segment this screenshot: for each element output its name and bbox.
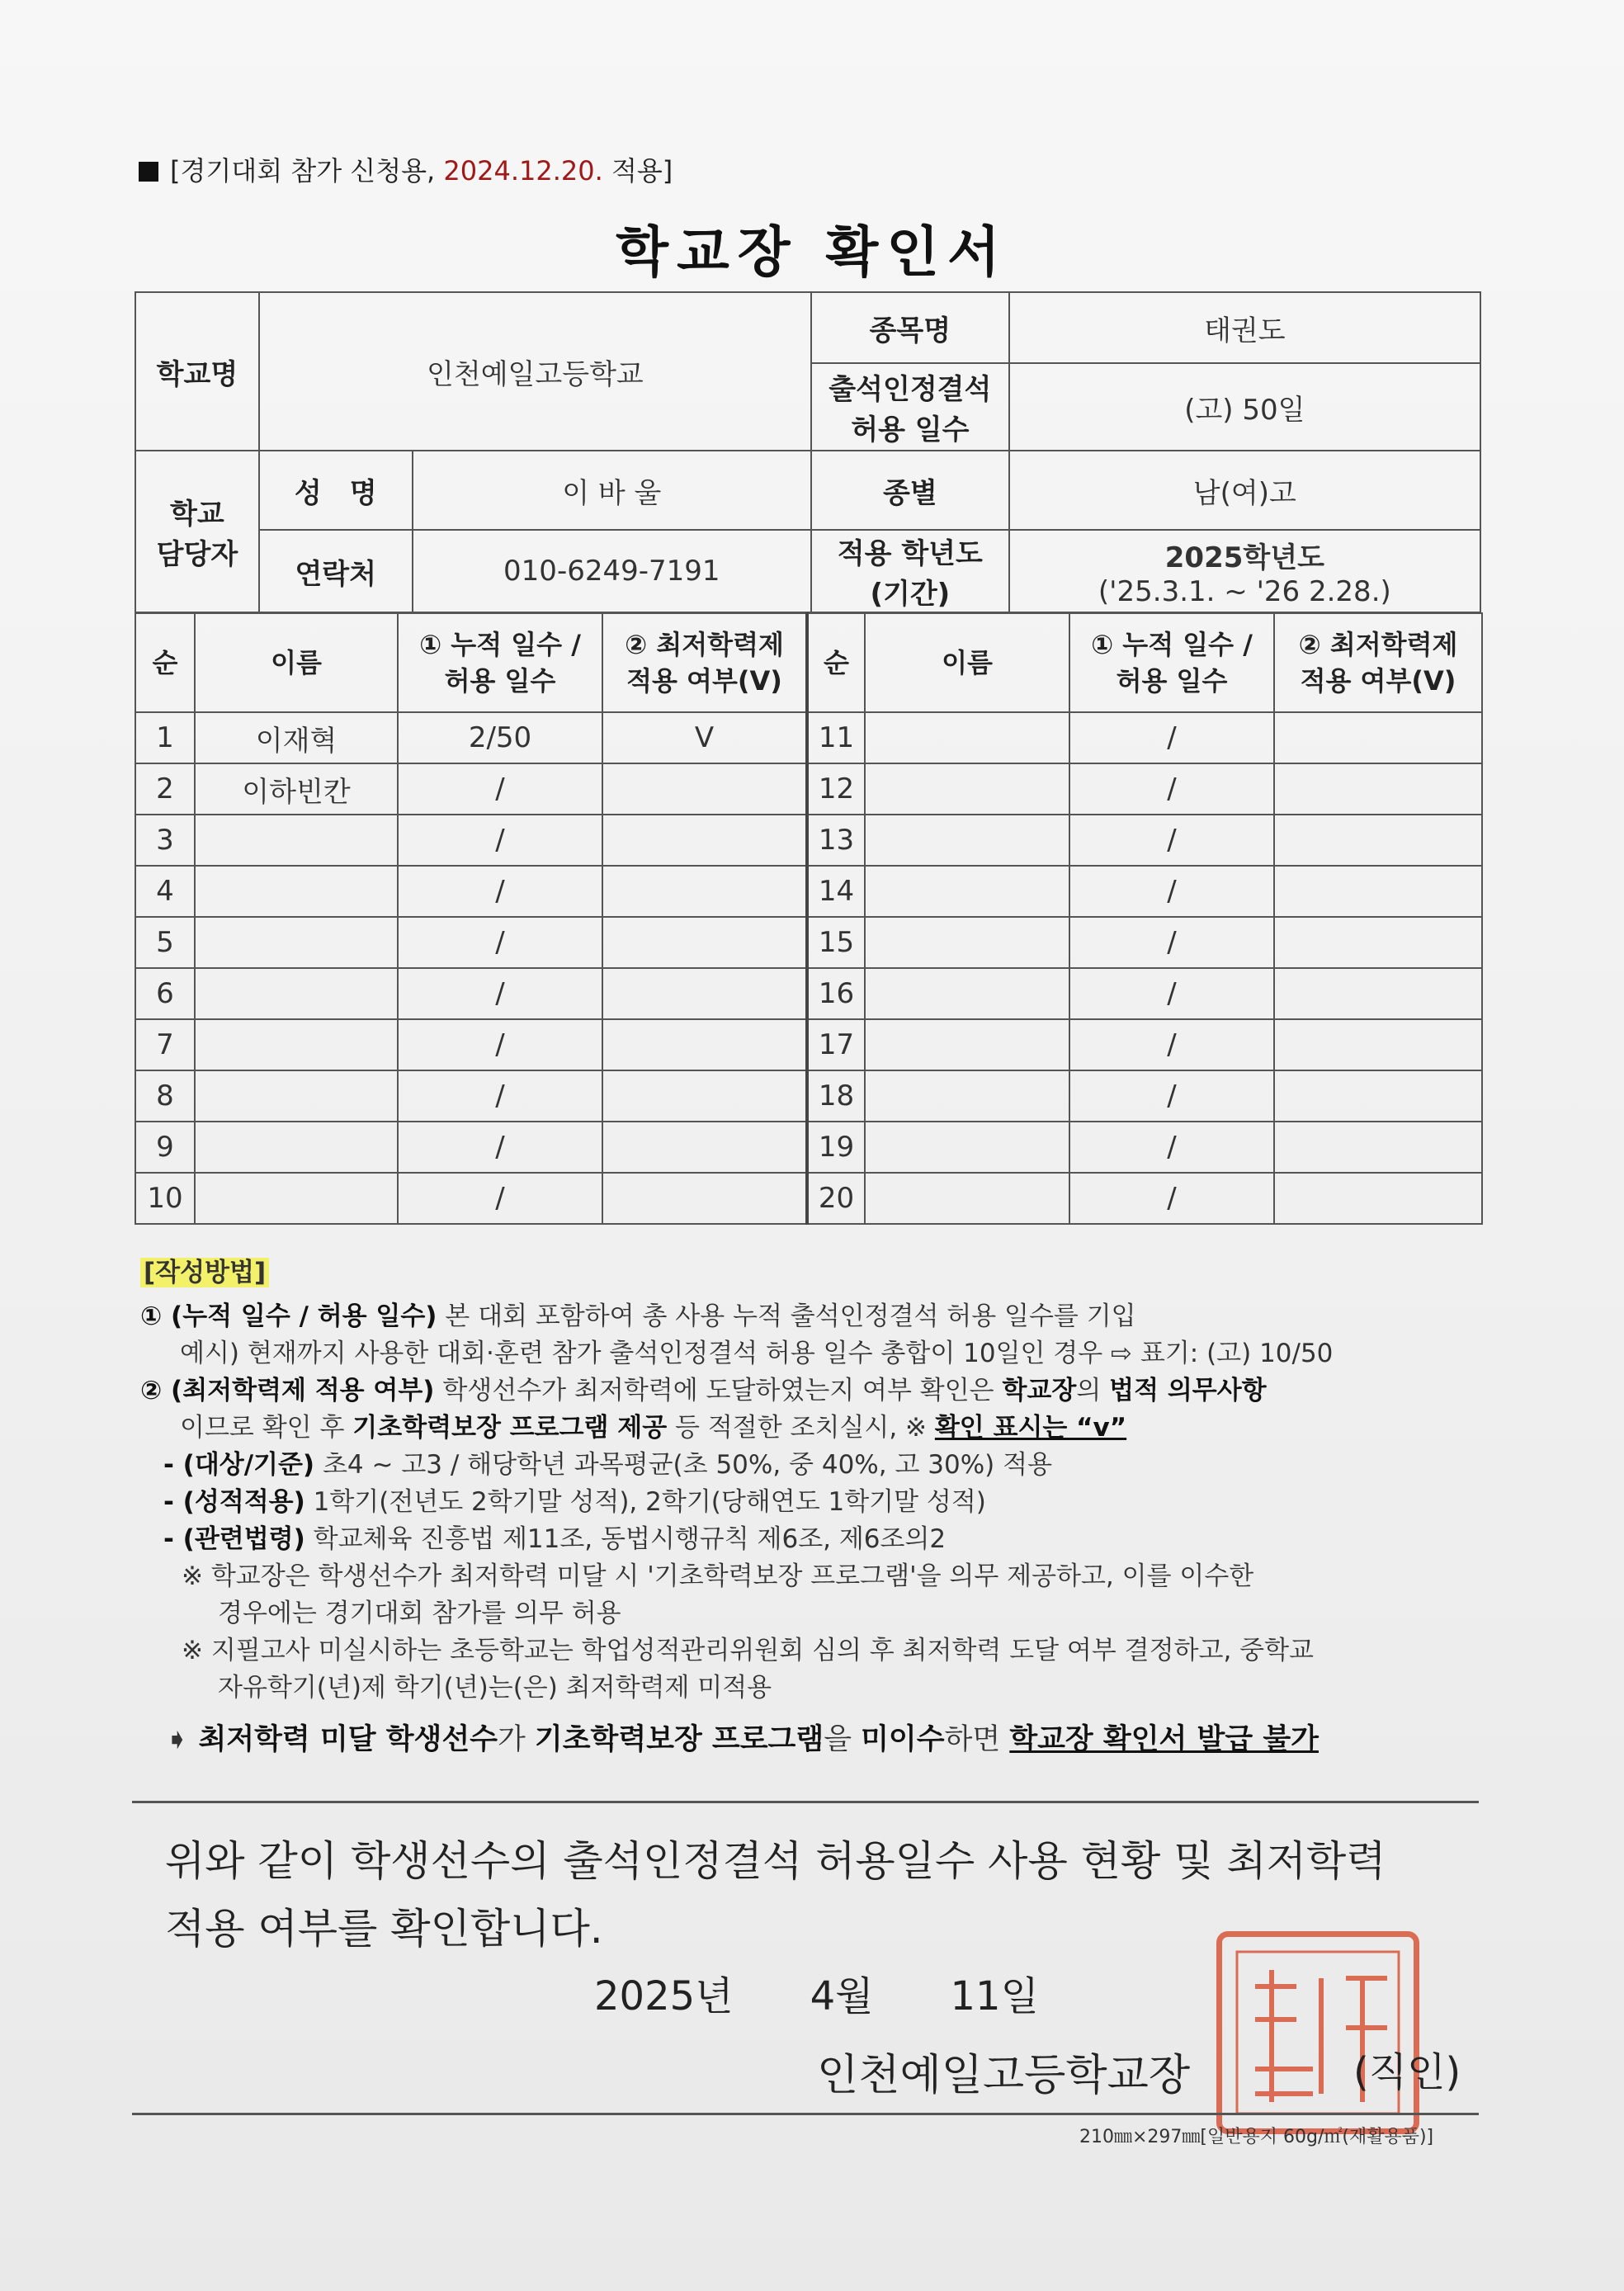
phone-label: 연락처 (259, 530, 413, 612)
table-row: 2 이하빈칸 / 12 / (135, 763, 1482, 815)
table-row: 7 / 17 / (135, 1019, 1482, 1070)
allowed-days-label: 출석인정결석 허용 일수 (811, 363, 1009, 451)
black-square-icon (139, 162, 158, 182)
col-no: 순 (135, 613, 195, 712)
sport-value: 태권도 (1009, 292, 1480, 363)
col-name: 이름 (195, 613, 398, 712)
applied-date: 2024.12.20. (443, 155, 603, 187)
issue-date: 2025년 4월 11일 (594, 1973, 1039, 2019)
seal-stamp-icon (1222, 1937, 1414, 2128)
table-row: 8 / 18 / (135, 1070, 1482, 1122)
notice: ➧ 최저학력 미달 학생선수가 기초학력보장 프로그램을 미이수하면 학교장 확인서 발급 불가 (165, 1723, 1319, 1756)
arrow-box-icon: ➧ (165, 1723, 190, 1756)
signer-name: 인천예일고등학교장 (817, 2051, 1191, 2100)
student-table (135, 612, 1483, 1225)
table-row: 10 / 20 / (135, 1173, 1482, 1224)
school-value: 인천예일고등학교 (259, 292, 811, 451)
gender-value: 남(여)고 (1009, 451, 1480, 530)
col-days: ① 누적 일수 / 허용 일수 (1069, 613, 1274, 712)
table-row: 5 / 15 / (135, 917, 1482, 968)
year-label: 적용 학년도 (기간) (811, 530, 1009, 612)
seal-label: (직인) (1353, 2049, 1461, 2095)
divider (132, 1801, 1479, 1803)
paper-spec: 210㎜×297㎜[일반용지 60g/㎡(재활용품)] (1079, 2127, 1434, 2147)
table-row: 3 / 13 / (135, 815, 1482, 866)
confirmation-text: 위와 같이 학생선수의 출석인정결석 허용일수 사용 현황 및 최저학력 적용 여부를 확인합니다. (165, 1837, 1386, 1953)
table-row: 6 / 16 / (135, 968, 1482, 1019)
col-min: ② 최저학력제 적용 여부(V) (602, 613, 807, 712)
official-seal (1216, 1931, 1419, 2134)
col-name: 이름 (865, 613, 1069, 712)
header-tag: [경기대회 참가 신청용, 2024.12.20. 적용] (139, 150, 673, 188)
table-row: 1 이재혁 2/50 V 11 / (135, 712, 1482, 763)
col-no: 순 (807, 613, 865, 712)
name-label: 성 명 (259, 451, 413, 530)
table-row: 4 / 14 / (135, 866, 1482, 917)
instructions: [작성방법] ① (누적 일수 / 허용 일수) 본 대회 포함하여 총 사용 누적 출석인정결석 허용 일수를 기입 예시) 현재까지 사용한 대회·훈련 참가 출석인정결석 허용 일수 총합이 10일인 경우 ⇨ 표기: (고) 10/50 ② (최저학력제 적용 여부) 학생선수가 최저학력에 도달하였는지 여부 확인은 학교장의 법적 의무사항 이므로 확인 후 기초학력보장 프로그램 제공 등 적절한 조치실시, ※ 확인 표시는 “v” - (대상/기준) 초4 ~ 고3 / 해당학년 과목평균(초 50%, 중 40%, 고 30%) 적용 - (성적적용) 1학기(전년도 2학기말 성적), 2학기(당해연도 1학기말 성적) - (관련법령) 학교체육 진흥법 제11조, 동법시행규칙 제6조, 제6조의2 ※ 학교장은 학생선수가 최저학력 미달 시 '기초학력보장 프로그램'을 의무 제공하고, 이를 이수한 경우에는 경기대회 참가를 의무 허용 ※ 지필고사 미실시하는 초등학교는 학업성적관리위원회 심의 후 최저학력 도달 여부 결정하고, 중학교 자유학기(년)제 학기(년)는(은) 최저학력제 미적용 ➧ 최저학력 미달 학생선수가 기초학력보장 프로그램을 미이수하면 학교장 확인서 발급 불가 (140, 1254, 1485, 1759)
page-title: 학교장 확인서 (616, 220, 1008, 284)
phone-value: 010-6249-7191 (413, 530, 811, 612)
contact-group-label: 학교 담당자 (135, 451, 259, 612)
info-table (135, 291, 1481, 613)
table-row: 9 / 19 / (135, 1122, 1482, 1173)
school-label: 학교명 (135, 292, 259, 451)
year-value: 2025학년도 ('25.3.1. ~ '26 2.28.) (1009, 530, 1480, 612)
col-days: ① 누적 일수 / 허용 일수 (398, 613, 602, 712)
divider (132, 2113, 1479, 2115)
instructions-heading: [작성방법] (140, 1258, 269, 1287)
col-min: ② 최저학력제 적용 여부(V) (1274, 613, 1482, 712)
gender-label: 종별 (811, 451, 1009, 530)
sport-label: 종목명 (811, 292, 1009, 363)
allowed-days-value: (고) 50일 (1009, 363, 1480, 451)
name-value: 이 바 울 (413, 451, 811, 530)
